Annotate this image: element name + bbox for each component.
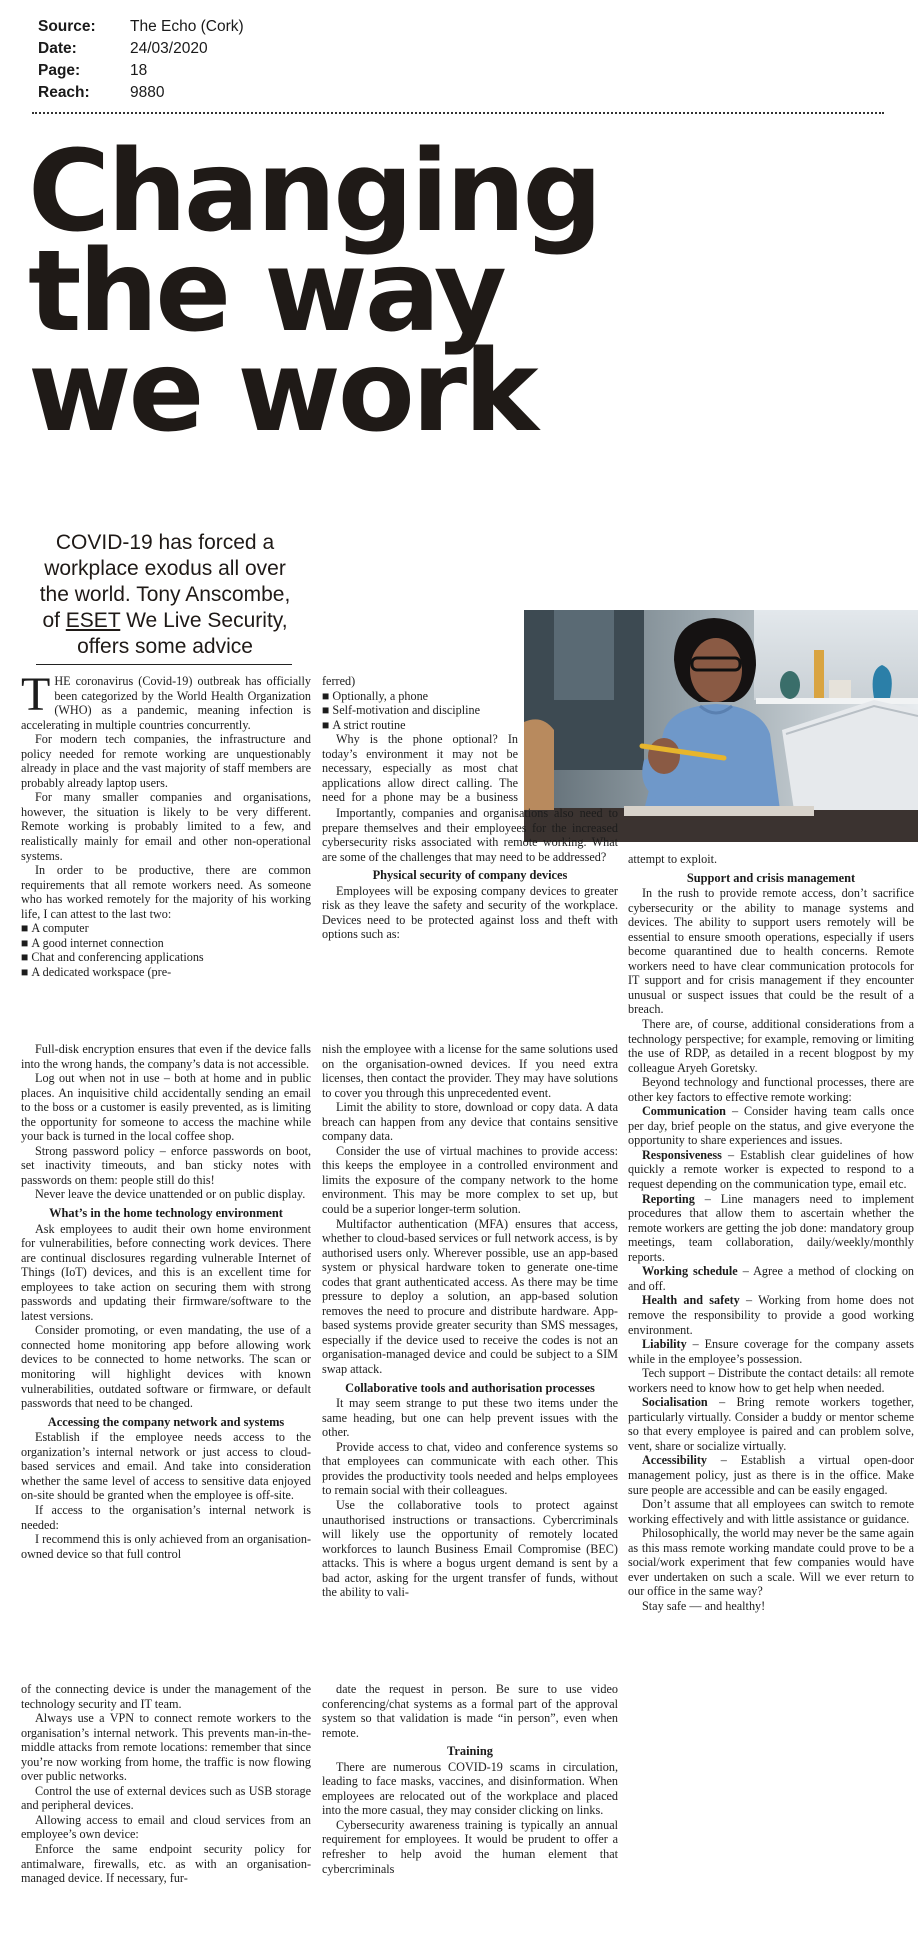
standfirst-org: ESET xyxy=(65,609,121,632)
col5-p3: Consider the use of virtual machines to provide access: this keeps the employee in a controlled environment and limits the exposure of the company network to the home environment. This may be more complex to set up, but could be a superior longer-term solution. xyxy=(322,1143,618,1217)
date-label: Date: xyxy=(38,40,77,57)
col7-p5: Enforce the same endpoint security policy for antimalware, firewalls, etc. as with an organisation-managed device. If necessary, fur- xyxy=(21,1842,311,1886)
page-label: Page: xyxy=(38,62,81,79)
standfirst-text-2: We Live Security, offers some advice xyxy=(77,609,288,658)
col8-p3: Cybersecurity awareness training is typically an annual requirement for employees. It would be prudent to offer a refresher to help avoid the human element that cybercriminals xyxy=(322,1817,618,1876)
col4-p3: Strong password policy – enforce passwords on boot, set inactivity timeouts, and ban sticky notes with passwords on them: people still do this! xyxy=(21,1143,311,1187)
standfirst xyxy=(36,530,294,660)
column-6 xyxy=(628,852,914,1742)
col6-item-socialisation: Socialisation – Bring remote workers together, particularly virtually. Consider a buddy or mentor scheme so that every employee is paired and can problem solve, vent, share or socialize virtually. xyxy=(628,1395,914,1453)
col6-item-responsiveness: Responsiveness – Establish clear guidelines of how quickly a remote worker is expected to respond to a request depending on the communication type, email etc. xyxy=(628,1147,914,1192)
col6-item-reporting: Reporting – Line managers need to implement procedures that allow them to ascertain whether the remote workers are getting the job done: mandatory group meetings, team collaboration, daily/weekly/monthly reports. xyxy=(628,1191,914,1264)
col1-p3: For many smaller companies and organisations, however, the situation is likely to be very different. Remote working is probably limited to a few, and realistically mainly for email and other non-operational systems. xyxy=(21,790,311,863)
col2-p0: ferred) xyxy=(322,674,356,688)
col6-p15: Stay safe — and healthy! xyxy=(642,1598,766,1613)
col1-bullet-3: ■ Chat and conferencing applications xyxy=(21,950,311,965)
col6-p14: Philosophically, the world may never be the same again as this mass remote working mandate could prove to be a social/work experiment that few companies would have ever undertaken on such a scale. Will we ever return to our office in the same way? xyxy=(628,1526,914,1599)
column-8 xyxy=(322,1682,618,1950)
col6-p13: Don’t assume that all employees can switch to remote working effectively and with little assistance or guidance. xyxy=(628,1497,914,1526)
col5-p7: Use the collaborative tools to protect against unauthorised instructions or transactions. Cybercriminals will likely use the opportunity of remotely located workforces to launch Business Email Compromise (BEC) attacks. This is where a bogus urgent demand is sent by a bad actor, asking for the urgent transfer of funds, without the ability to vali- xyxy=(322,1497,618,1600)
col1-p2: For modern tech companies, the infrastructure and policy needed for remote working are unquestionably already in place and the vast majority of staff members are probably already laptop users. xyxy=(21,732,311,790)
headline-line-3: we work xyxy=(28,327,536,457)
col6-item-tech-support: Tech support – Distribute the contact details: all remote workers need to know how to get help when needed. xyxy=(628,1366,914,1395)
source-label: Source: xyxy=(38,18,96,35)
headline-line-1: Changing xyxy=(28,127,600,257)
col4-p8: If access to the organisation’s internal network is needed: xyxy=(21,1502,311,1532)
column-4 xyxy=(21,1042,311,1672)
col4-p9: I recommend this is only achieved from an organisation-owned device so that full control xyxy=(21,1532,311,1561)
standfirst-text-1: COVID-19 has forced a workplace exodus all over the world. Tony Anscombe, of xyxy=(39,531,291,632)
col8-p1: date the request in person. Be sure to use video conferencing/chat systems as a formal part of the approval system so that validation is made “in person”, even when remote. xyxy=(322,1682,618,1740)
col4-p7: Establish if the employee needs access to the organization’s internal network or just access to cloud-based services and email. And take into consideration whether the same level of access to sensitive data enjoyed on-site should be granted when the employee is off-site. xyxy=(21,1430,311,1503)
source-value: The Echo (Cork) xyxy=(130,18,244,35)
col5-p5: It may seem strange to put these two items under the same heading, but one can help prevent issues with the other. xyxy=(322,1396,618,1440)
col6-p0: attempt to exploit. xyxy=(628,852,718,866)
col3-p1: Importantly, companies and organisations also need to prepare themselves and their employees for the increased cybersecurity risks associated with remote working. What are some of the challenges that may need to be addressed? xyxy=(322,806,618,864)
clipping-metadata xyxy=(38,16,430,104)
col8-p2: There are numerous COVID-19 scams in circulation, leading to face masks, vaccines, and disinformation. When employees are relocated out of the workplace and placed into the more casual, they may consider clicking on links. xyxy=(322,1759,618,1818)
drop-cap: T xyxy=(21,674,51,721)
col1-bullet-4: ■ A dedicated workspace (pre- xyxy=(21,965,311,980)
col5-p2: Limit the ability to store, download or copy data. A data breach can happen from any device that contains sensitive company data. xyxy=(322,1100,618,1144)
col6-item-health-safety: Health and safety – Working from home does not remove the responsibility to provide a good working environment. xyxy=(628,1293,914,1337)
col4-p4: Never leave the device unattended or on public display. xyxy=(35,1187,306,1202)
col4-heading-2: Accessing the company network and systems xyxy=(47,1414,285,1429)
col3-heading: Physical security of company devices xyxy=(372,868,568,883)
col5-p4: Multifactor authentication (MFA) ensures that access, whether to cloud-based services or full network access, is by authorised users only. Wherever possible, use an app-based system or physical hardware token to generate one-time codes that grant authenticated access. As there may be time pressure to deploy a solution, an app-based solution removes the need to procure and distribute hardware. App-based systems provide greater security than SMS messages, especially if the device used to receive the codes is not an organisation-managed device and could be subject to a SIM swap attack. xyxy=(322,1216,618,1377)
page-value: 18 xyxy=(130,62,148,79)
col1-p1: HE coronavirus (Covid-19) outbreak has officially been categorized by the World Health Organization (WHO) as a pandemic, meaning infection is accelerating in multiple countries concurrently. xyxy=(21,674,311,732)
col4-p1: Full-disk encryption ensures that even if the device falls into the wrong hands, the company’s data is not accessible. xyxy=(21,1042,311,1071)
col6-heading: Support and crisis management xyxy=(686,870,856,885)
col6-p3: Beyond technology and functional processes, there are other key factors to effective remote working: xyxy=(628,1075,914,1104)
col6-item-working-schedule: Working schedule – Agree a method of clocking on and off. xyxy=(628,1264,914,1293)
standfirst-rule xyxy=(36,664,292,665)
col8-heading: Training xyxy=(447,1744,493,1759)
col6-item-accessibility: Accessibility – Establish a virtual open-door management policy, just as there is in the office. Make sure people are accessible and can be easily engaged. xyxy=(628,1453,914,1497)
col2-p1: Why is the phone optional? In today’s environment it may not be necessary, especially as most chat applications allow direct calling. The need for a phone may be a business xyxy=(322,732,518,804)
column-1 xyxy=(21,674,311,1054)
col7-p4: Allowing access to email and cloud services from an employee’s own device: xyxy=(21,1812,311,1842)
col4-p2: Log out when not in use – both at home and in public places. An inquisitive child accidentally sending an email to the boss or a customer is easily prevented, as is limiting the opportunity for someone to access the machine while your back is turned in the local coffee shop. xyxy=(21,1071,311,1144)
col7-p3: Control the use of external devices such as USB storage and peripheral devices. xyxy=(21,1783,311,1813)
reach-value: 9880 xyxy=(130,84,165,101)
column-3 xyxy=(322,806,618,1028)
headline xyxy=(28,127,600,457)
col6-p1: In the rush to provide remote access, don’t sacrifice cybersecurity or the ability to manage systems and devices. The ability to support users remotely will be essential to ensure smooth operations, especially if users become quarantined due to health concerns. Remote workers need to have clear communication protocols for IT support and for crisis management if they encounter unusual or suspect issues that could be the result of a breach. xyxy=(628,886,914,1017)
col6-p2: There are, of course, additional considerations from a technology perspective; for example, removing or limiting the use of RDP, as detailed in a recent blogpost by my colleague Aryeh Goretsky. xyxy=(628,1017,914,1075)
col7-p2: Always use a VPN to connect remote workers to the organisation’s internal network. This prevents man-in-the-middle attacks from remote locations: remember that since you’re now working from home, the traffic is now flowing over public networks. xyxy=(21,1711,311,1784)
col4-heading-1: What’s in the home technology environment xyxy=(49,1206,283,1221)
col5-p1: nish the employee with a license for the same solutions used on the organisation-owned devices. If you need extra licenses, then contact the provider. They may have solutions to cover you through this unprecedented event. xyxy=(322,1042,618,1100)
column-2 xyxy=(322,674,518,804)
col1-bullet-2: ■ A good internet connection xyxy=(21,936,311,951)
col2-bullet-1: ■ Optionally, a phone xyxy=(322,689,518,704)
col4-p6: Consider promoting, or even mandating, the use of a connected home monitoring app before allowing work devices to be connected to home networks. The scan or monitoring will highlight devices with known vulnerabilities, outdated software or firmware, or default passwords that need to be changed. xyxy=(21,1323,311,1411)
col1-p4: In order to be productive, there are common requirements that all remote workers need. As someone who has worked remotely for the majority of his working life, I can attest to the last two: xyxy=(21,863,311,921)
col4-p5: Ask employees to audit their own home environment for vulnerabilities, before connecting work devices. There are continual disclosures regarding vulnerable Internet of Things (IoT) devices, and this is an excellent time for employees to take action on securing them with strong passwords and updating their firmware/software to the latest versions. xyxy=(21,1221,311,1323)
col6-item-communication: Communication – Consider having team calls once per day, brief people on the status, and give everyone the opportunity to share experiences and issues. xyxy=(628,1104,914,1148)
col2-bullet-2: ■ Self-motivation and discipline xyxy=(322,703,518,718)
col7-p1: of the connecting device is under the management of the technology security and IT team. xyxy=(21,1682,311,1711)
col5-p6: Provide access to chat, video and conference systems so that employees can communicate with each other. This provides the productivity tools needed and helps employees to remain social with their colleagues. xyxy=(322,1439,618,1498)
col6-item-liability: Liability – Ensure coverage for the company assets while in the employee’s possession. xyxy=(628,1337,914,1366)
column-7 xyxy=(21,1682,311,1950)
col2-bullet-3: ■ A strict routine xyxy=(322,718,518,733)
date-value: 24/03/2020 xyxy=(130,40,208,57)
col5-heading: Collaborative tools and authorisation processes xyxy=(345,1380,595,1395)
col1-bullet-1: ■ A computer xyxy=(21,921,311,936)
dotted-divider xyxy=(32,112,884,114)
reach-label: Reach: xyxy=(38,84,90,101)
headline-line-2: the way xyxy=(28,227,504,357)
col3-p2: Employees will be exposing company devices to greater risk as they leave the safety and security of the workplace. Devices need to be protected against loss and theft with options such as: xyxy=(322,883,618,942)
column-5 xyxy=(322,1042,618,1672)
